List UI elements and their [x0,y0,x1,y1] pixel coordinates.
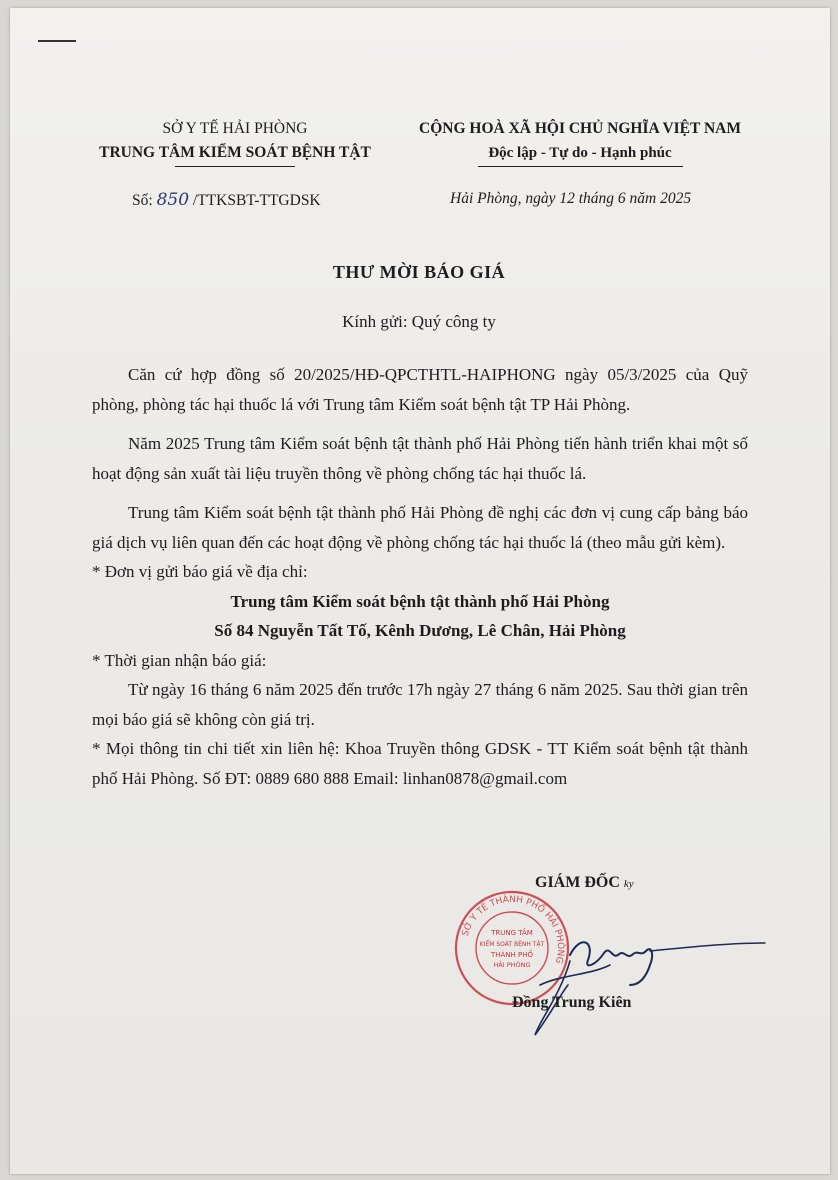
motto-underline [478,166,683,167]
handwritten-signature [500,925,770,1045]
document-title: THƯ MỜI BÁO GIÁ [332,262,506,282]
paragraph-basis: Căn cứ hợp đồng số 20/2025/HĐ-QPCTHTL-HAIPHONG ngày 05/3/2025 của Quỹ phòng, phòng tác hại thuốc lá với Trung tâm Kiểm soát bệnh tật TP Hải Phòng. [92,365,748,414]
issuer-header [90,117,380,167]
handwritten-number: 850 [156,190,190,210]
issue-date: Hải Phòng, ngày 12 tháng 6 năm 2025 [450,190,692,207]
stamp-line-3: THÀNH PHỐ [490,951,534,959]
time-label: * Thời gian nhận báo giá: [92,650,267,670]
ministry-name: SỞ Y TẾ HẢI PHÒNG [162,120,308,137]
letter-body [92,360,748,793]
number-suffix: /TTKSBT-TTGDSK [192,192,321,209]
pen-mark [38,40,76,42]
number-prefix: Số: [132,192,153,209]
national-header [402,117,758,167]
paragraph-activities: Năm 2025 Trung tâm Kiểm soát bệnh tật thành phố Hải Phòng tiến hành triển khai một số hoạt động sản xuất tài liệu truyền thông về phòng chống tác hại thuốc lá. [92,434,748,483]
stamp-line-1: TRUNG TÂM [491,929,533,937]
stamp-line-2: KIỂM SOÁT BỆNH TẬT [479,941,545,948]
document-number [132,190,321,210]
initials: ky [623,878,634,890]
stamp-ring-text: SỞ Y TẾ THÀNH PHỐ HẢI PHÒNG [460,894,566,965]
signer-name: Đồng Trung Kiên [512,994,632,1011]
address-organization: Trung tâm Kiểm soát bệnh tật thành phố Hải Phòng [230,591,610,611]
position-label: GIÁM ĐỐC [535,874,620,891]
paragraph-request: Trung tâm Kiểm soát bệnh tật thành phố Hải Phòng đề nghị các đơn vị cung cấp bảng báo giá dịch vụ liên quan đến các hoạt động về phòng chống tác hại thuốc lá (theo mẫu gửi kèm). [92,503,748,552]
national-motto: Độc lập - Tự do - Hạnh phúc [488,145,672,161]
contact-info: * Mọi thông tin chi tiết xin liên hệ: Khoa Truyền thông GDSK - TT Kiểm soát bệnh tật thành phố Hải Phòng. Số ĐT: 0889 680 888 Email: linhan0878@gmail.com [92,739,748,788]
address-label: * Đơn vị gửi báo giá về địa chỉ: [92,562,308,581]
nation-name: CỘNG HOÀ XÃ HỘI CHỦ NGHĨA VIỆT NAM [419,120,741,137]
time-text: Từ ngày 16 tháng 6 năm 2025 đến trước 17h ngày 27 tháng 6 năm 2025. Sau thời gian trên mọi báo giá sẽ không còn giá trị. [92,680,748,729]
stamp-line-4: HẢI PHÒNG [493,961,531,969]
header-underline [175,166,295,167]
organization-name: TRUNG TÂM KIỂM SOÁT BỆNH TẬT [99,144,371,161]
greeting: Kính gửi: Quý công ty [342,312,496,331]
address-line: Số 84 Nguyễn Tất Tố, Kênh Dương, Lê Chân, Hải Phòng [214,621,626,640]
